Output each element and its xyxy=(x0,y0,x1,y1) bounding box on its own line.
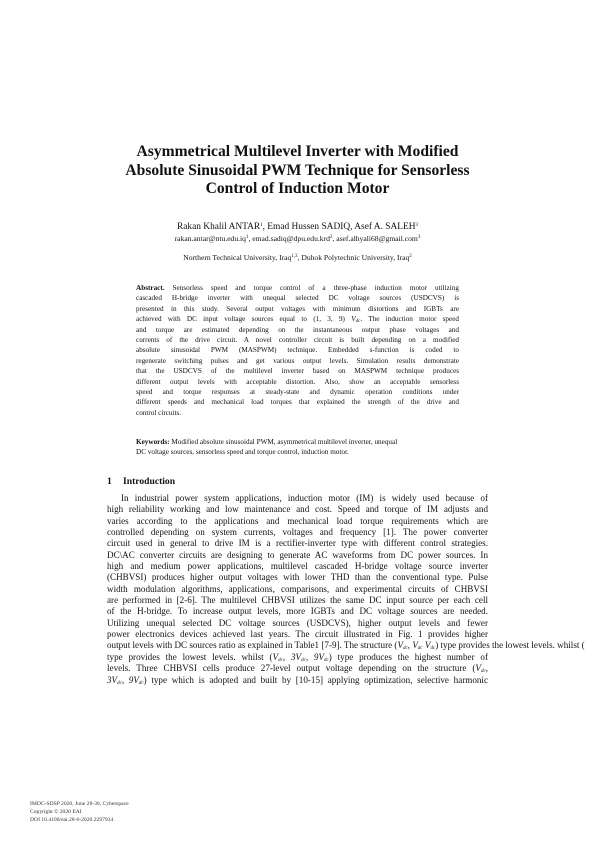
vdc-symbol: $V_{dc}$ xyxy=(351,315,361,325)
footer-conference: IMDC-SDSP 2020, June 28-30, Cyberspace xyxy=(30,801,129,807)
affiliation-1-sup: 1,3 xyxy=(291,254,298,259)
affiliation-2: , Duhok Polytechnic University, Iraq xyxy=(297,253,410,262)
abstract-line: different output levels with acceptable distortion. Also, show an acceptable sensorless xyxy=(136,377,459,386)
email-1[interactable]: rakan.antar@ntu.edu.iq xyxy=(174,234,246,243)
abstract xyxy=(136,283,459,418)
body-line: varies according to the applications and mechanical load torque requirements which are xyxy=(107,515,488,526)
body-text: ) type which is adopted and built by [10-15] applying optimization, selective harmonic xyxy=(143,674,488,685)
author-list xyxy=(60,222,535,232)
body-text: type provides the lowest levels. whilst ( xyxy=(107,651,273,662)
keywords-line: DC voltage sources, sensorless speed and torque control, induction motor. xyxy=(136,448,349,457)
abstract-line: different speeds and mechanical load torques that explained the strength of the drive and xyxy=(136,398,459,407)
body-line: high reliability working and low maintenance and cost. Speed and torque of IM adjusts and xyxy=(107,504,488,515)
body-line: In industrial power system applications, induction motor (IM) is widely used because of xyxy=(121,493,488,503)
title-line-3: Control of Induction Motor xyxy=(205,180,390,197)
body-line: circuit used in general to drive IM is a rectifier-inverter type with different control strategies. xyxy=(107,538,488,549)
author-separator: , xyxy=(350,222,355,232)
body-line: controlled depending on system currents, voltages and frequency [1]. The power converter xyxy=(107,527,488,538)
keywords-line xyxy=(136,437,459,447)
abstract-line: currents of the drive circuit. A novel controller circuit is built depending on a modified xyxy=(136,335,459,344)
paper-title xyxy=(90,143,505,199)
section-number: 1 xyxy=(107,476,112,487)
body-line: (CHBVSI) produces higher output voltages with lower THD than the conventional type. Pulse xyxy=(107,572,488,583)
structure-symbol: $V_{dc}$, $3V_{dc}$, $9V_{dc}$ xyxy=(272,651,329,663)
body-line: of the H-bridge. To increase output levels, more IGBTs and DC voltage sources are needed. xyxy=(107,606,488,617)
abstract-line: that the USDCVS of the multilevel inverter based on MASPWM technique produces xyxy=(136,367,459,376)
body-line xyxy=(107,663,488,674)
page-footer xyxy=(30,800,129,824)
body-line xyxy=(107,640,585,652)
section-title: Introduction xyxy=(123,476,176,487)
body-text: ) type produces the highest number of xyxy=(328,651,488,662)
email-2-sup: 2 xyxy=(329,235,333,240)
abstract-line: absolute sinusoidal PWM (MASPWM) technique. Embedded s-function is coded to xyxy=(136,346,459,355)
footer-doi: DOI 10.4108/eai.28-6-2020.2297934 xyxy=(30,817,114,823)
structure-symbol: $V_{dc}$, $V_{dc}$ $V_{dc}$ xyxy=(397,640,436,652)
body-line: Utilizing unequal selected DC voltage sources (USDCVS), higher output levels and fewer xyxy=(107,617,488,628)
body-line: DC\AC converter circuits are designing to generate AC waveforms from DC power sources. In xyxy=(107,549,488,560)
author-2: Emad Hussen SADIQ xyxy=(267,222,351,232)
body-text: output levels with DC sources ratio as explained in Table1 [7-9]. The structure ( xyxy=(107,640,398,651)
keywords-text: Modified absolute sinusoidal PWM, asymmetrical multilevel inverter, unequal xyxy=(169,438,398,446)
body-line xyxy=(107,675,488,686)
abstract-line: speed and torque responses at steady-state and dynamic operation conditions under xyxy=(136,387,459,396)
author-1-affil: 1 xyxy=(260,223,263,228)
footer-copyright: Copyright © 2020 EAI xyxy=(30,809,82,815)
email-1-sup: 1 xyxy=(245,235,249,240)
abstract-line: regenerate switching pulses and get various output levels. Simulation results demonstrate xyxy=(136,356,459,365)
body-text: levels. Three CHBVSI cells produce 27-level output voltage depending on the structure ( xyxy=(107,663,476,674)
email-3-sup: 3 xyxy=(417,235,421,240)
abstract-line: presented in this study. Several output voltages with minimum distortions and IGBTs are xyxy=(136,304,459,313)
body-line: width modulation algorithms, applications, comparisons, and experimental circuits of CHBVSI xyxy=(107,583,488,594)
author-3: Asef A. SALEH xyxy=(354,222,416,232)
affiliation-1: Northern Technical University, Iraq xyxy=(183,253,292,262)
author-emails xyxy=(60,234,535,243)
structure-symbol: $V_{dc}$, xyxy=(475,663,488,675)
email-3[interactable]: , asef.alhyali68@gmail.com xyxy=(332,234,418,243)
keywords xyxy=(136,437,459,458)
abstract-line: and torque are estimated depending on the instantaneous output phase voltages and xyxy=(136,325,459,334)
abstract-line: control circuits. xyxy=(136,408,182,417)
author-1: Rakan Khalil ANTAR xyxy=(177,222,261,232)
keywords-label: Keywords: xyxy=(136,438,170,446)
body-line xyxy=(107,652,488,663)
body-line: power electronics devices achieved last years. The circuit illustrated in Fig. 1 provides higher xyxy=(107,629,488,640)
structure-symbol: $3V_{dc}$, $9V_{dc}$ xyxy=(107,674,144,686)
body-line: high and medium power applications, multilevel cascaded H-bridge voltage source inverter xyxy=(107,561,488,572)
abstract-text: . The induction motor speed xyxy=(360,315,459,324)
section-heading-introduction xyxy=(107,476,175,487)
affiliations xyxy=(60,253,535,262)
abstract-text: achieved with DC input voltage sources equal to (1, 3, 9) xyxy=(136,315,352,324)
author-3-affil: 3 xyxy=(415,223,418,228)
abstract-line xyxy=(136,314,459,324)
title-line-1: Asymmetrical Multilevel Inverter with Modified xyxy=(136,143,459,160)
abstract-line xyxy=(136,283,459,293)
body-line: are performed in [2-6]. The multilevel CHBVSI utilizes the same DC input source per each cell xyxy=(107,595,488,606)
abstract-label: Abstract. xyxy=(136,284,165,292)
email-2[interactable]: , emad.sadiq@dpu.edu.krd xyxy=(248,234,330,243)
author-separator: , xyxy=(262,222,268,232)
abstract-line: cascaded H-bridge inverter with unequal selected DC voltage sources (USDCVS) is xyxy=(136,294,459,303)
abstract-text: Sensorless speed and torque control of a three-phase induction motor utilizing xyxy=(164,284,459,292)
body-text: ) type provides the lowest levels. whilst ( xyxy=(435,640,585,651)
introduction-body xyxy=(107,493,585,686)
affiliation-2-sup: 2 xyxy=(409,254,412,259)
title-line-2: Absolute Sinusoidal PWM Technique for Sensorless xyxy=(125,161,470,179)
